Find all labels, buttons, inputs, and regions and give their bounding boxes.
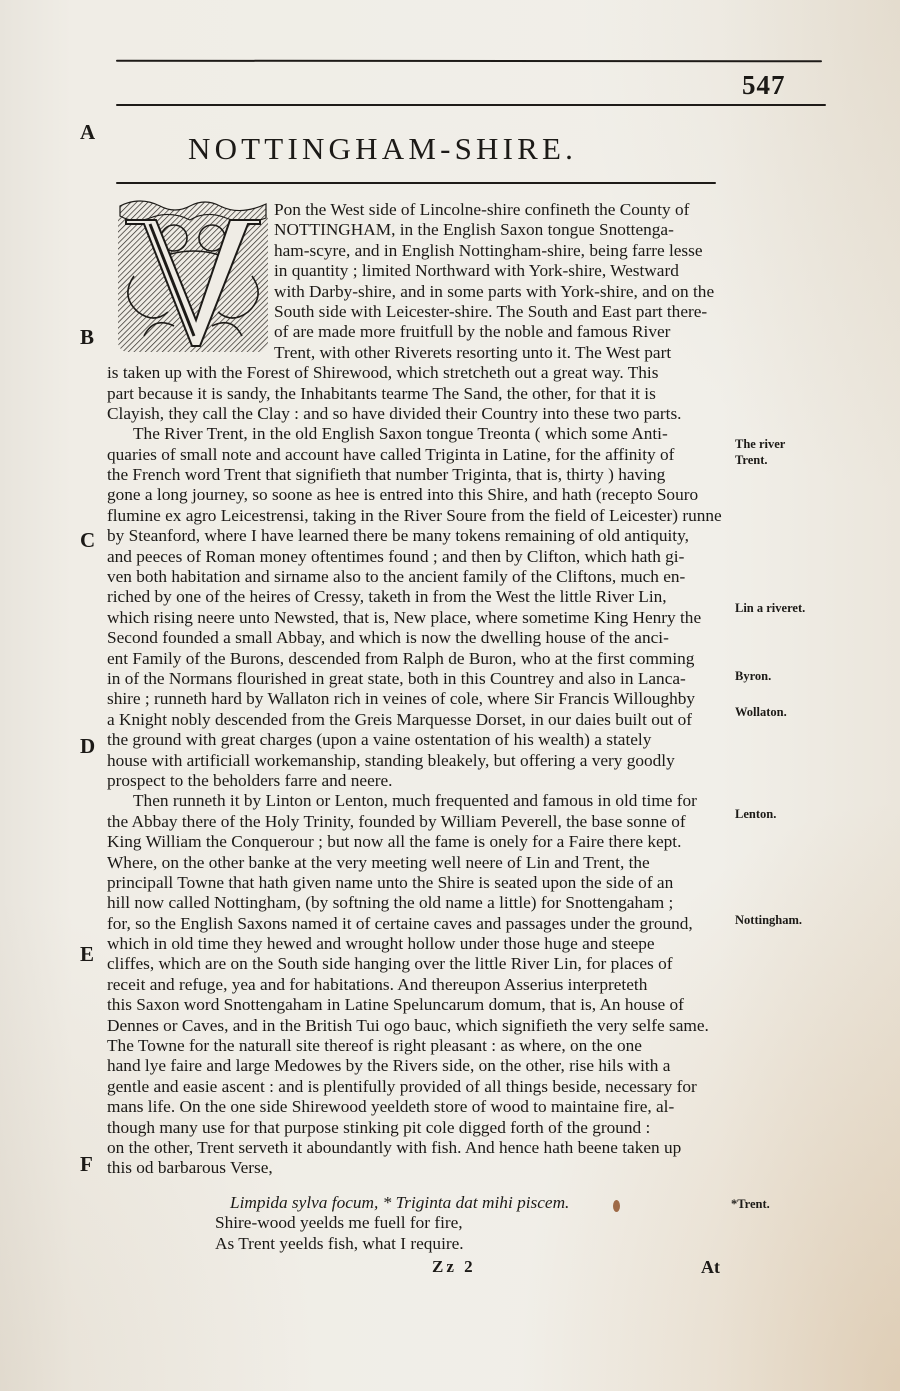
text-line: gone a long journey, so soone as hee is entred into this Shire, and hath (recepto Souro — [107, 485, 699, 505]
text-line: on the other, Trent serveth it aboundantly with fish. And hence hath beene taken up — [107, 1137, 682, 1157]
text-line: receit and refuge, yea and for habitations. And thereupon Asserius interpreteth — [107, 974, 648, 994]
text-line: Clayish, they call the Clay : and so have divided their Country into these two parts. — [107, 403, 682, 423]
section-letter-d: D — [80, 734, 96, 758]
text-line: flumine ex agro Leicestrensi, taking in the River Soure from the field of Leicester) runne — [107, 505, 722, 525]
text-line: in quantity ; limited Northward with York-shire, Westward — [274, 261, 679, 281]
catchword: At — [701, 1257, 720, 1277]
text-line: by Steanford, where I have learned there be many tokens remaining of old antiquity, — [107, 526, 689, 546]
text-line: Then runneth it by Linton or Lenton, much frequented and famous in old time for — [133, 791, 697, 811]
text-line: house with artificiall workemanship, standing bleakely, but offering a very goodly — [107, 750, 675, 770]
title-rule — [116, 182, 716, 184]
text-line: this Saxon word Snottengaham in Latine Speluncarum domum, that is, An house of — [107, 995, 684, 1015]
section-letter-f: F — [80, 1152, 93, 1176]
margin-note-byron: Byron. — [735, 669, 772, 683]
text-line: ham-scyre, and in English Nottingham-shire, being farre lesse — [274, 240, 703, 260]
text-line: of are made more fruitfull by the noble and famous River — [274, 322, 671, 342]
text-line: quaries of small note and account have called Triginta in Latine, for the affinity of — [107, 444, 675, 464]
printer-signature: Zz 2 — [432, 1257, 476, 1276]
text-line: shire ; runneth hard by Wallaton rich in veines of cole, where Sir Francis Willoughby — [107, 689, 696, 709]
body-text — [107, 200, 729, 1179]
text-line: though many use for that purpose stinking pit cole digged forth of the ground : — [107, 1117, 651, 1137]
text-line: King William the Conquerour ; but now all the fame is onely for a Faire there kept. — [107, 832, 682, 852]
section-letter-e: E — [80, 942, 95, 966]
text-line: ven both habitation and sirname also to the ancient family of the Cliftons, much en- — [107, 567, 686, 587]
text-line: in of the Normans flourished in great state, both in this Countrey and also in Lanca- — [107, 668, 686, 688]
section-letter-a: A — [80, 120, 96, 144]
text-line: The River Trent, in the old English Saxon tongue Treonta ( which some Anti- — [133, 424, 668, 444]
verse-line: Shire-wood yeelds me fuell for fire, — [215, 1213, 463, 1233]
margin-note-nottingham: Nottingham. — [735, 913, 803, 927]
section-letter-c: C — [80, 528, 96, 552]
text-line: South side with Leicester-shire. The South and East part there- — [274, 301, 708, 321]
text-line: Pon the West side of Lincolne-shire confineth the County of — [274, 200, 690, 219]
text-line: prospect to the beholders farre and neere. — [107, 770, 393, 790]
margin-note-trent: The river Trent. — [735, 437, 786, 467]
text-line: The Towne for the naturall site thereof is right pleasant : as where, on the one — [107, 1036, 642, 1056]
text-line: mans life. On the one side Shirewood yeeldeth store of wood to maintaine fire, al- — [107, 1097, 675, 1117]
section-letter-b: B — [80, 325, 95, 349]
text-line: cliffes, which are on the South side hanging over the little River Lin, for places of — [107, 954, 673, 974]
ink-stain — [613, 1200, 620, 1212]
text-line: ent Family of the Burons, descended from Ralph de Buron, who at the first comming — [107, 648, 695, 668]
text-line: this od barbarous Verse, — [107, 1158, 273, 1178]
text-line: the French word Trent that signifieth that number Triginta, that is, thirty ) having — [107, 465, 666, 485]
text-line: the Abbay there of the Holy Trinity, founded by William Peverell, the base sonne of — [107, 811, 686, 831]
text-line: which rising neere unto Newsted, that is, New place, where sometime King Henry the — [107, 607, 702, 627]
text-line: part because it is sandy, the Inhabitants tearme The Sand, the other, for that it is — [107, 383, 656, 403]
verse-block — [215, 1193, 569, 1254]
page-number: 547 — [742, 70, 786, 100]
text-line: is taken up with the Forest of Shirewood, which stretcheth out a great way. This — [107, 363, 659, 383]
text-line: Dennes or Caves, and in the British Tui ogo bauc, which signifieth the very selfe same. — [107, 1015, 709, 1035]
text-line: the ground with great charges (upon a vaine ostentation of his wealth) a stately — [107, 730, 652, 750]
text-line: for, so the English Saxons named it of certaine caves and passages under the ground, — [107, 913, 693, 933]
text-line: hand lye faire and large Medowes by the Rivers side, on the other, rise hils with a — [107, 1056, 671, 1076]
margin-note-lenton: Lenton. — [735, 807, 777, 821]
text-line: which in old time they hewed and wrought hollow under those huge and steepe — [107, 934, 655, 954]
text-line: NOTTINGHAM, in the English Saxon tongue Snottenga- — [274, 220, 674, 240]
verse-line: As Trent yeelds fish, what I require. — [215, 1233, 464, 1253]
text-line: and peeces of Roman money oftentimes found ; and then by Clifton, which hath gi- — [107, 546, 685, 566]
text-line: hill now called Nottingham, (by softning the old name a little) for Snottengaham ; — [107, 893, 674, 913]
verse-line-latin: Limpida sylva focum, * Triginta dat mihi piscem. — [230, 1193, 570, 1212]
margin-note-wollaton: Wollaton. — [735, 705, 787, 719]
header-rule-bottom — [116, 104, 826, 106]
text-line: a Knight nobly descended from the Greis Marquesse Dorset, in our daies built out of — [107, 709, 693, 729]
text-line: Where, on the other banke at the very meeting well neere of Lin and Trent, the — [107, 852, 650, 872]
page-title: NOTTINGHAM-SHIRE. — [188, 131, 578, 166]
text-line: Second founded a small Abbay, and which is now the dwelling house of the anci- — [107, 628, 669, 648]
text-line: gentle and easie ascent : and is plentifully provided of all things beside, necessary for — [107, 1076, 697, 1096]
text-line: Trent, with other Riverets resorting unto it. The West part — [274, 342, 672, 362]
margin-note-lin: Lin a riveret. — [735, 601, 806, 615]
text-line: principall Towne that hath given name unto the Shire is seated upon the side of an — [107, 872, 674, 892]
header-rule-top — [116, 60, 822, 63]
margin-note-trent-verse: *Trent. — [731, 1197, 770, 1211]
text-line: with Darby-shire, and in some parts with York-shire, and on the — [274, 281, 715, 301]
text-line: riched by one of the heires of Cressy, taketh in from the West the little River Lin, — [107, 587, 667, 607]
